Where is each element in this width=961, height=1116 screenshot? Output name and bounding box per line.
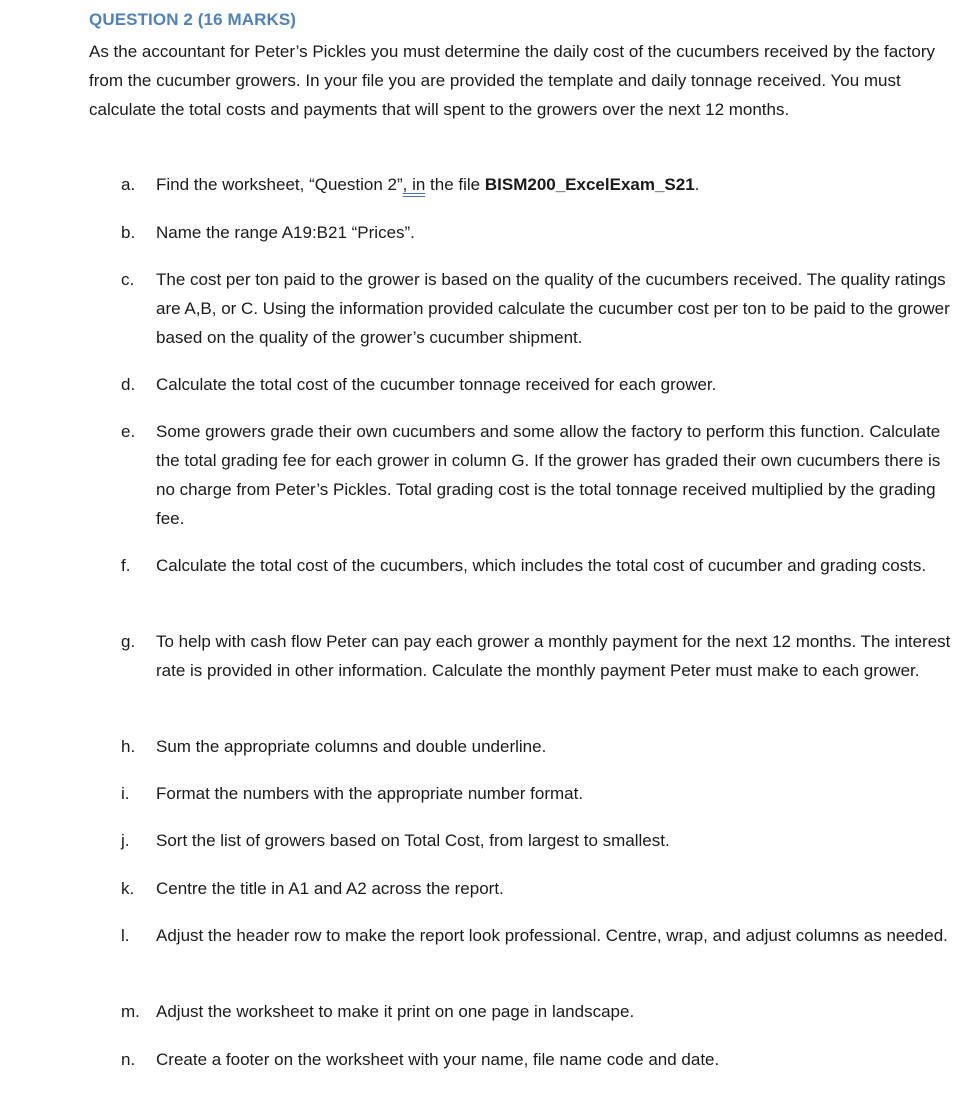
item-text: Adjust the header row to make the report look professional. Centre, wrap, and adjust columns as needed. (156, 926, 948, 945)
item-letter: l. (121, 926, 130, 945)
item-text: Sort the list of growers based on Total Cost, from largest to smallest. (156, 831, 670, 850)
item-letter: h. (121, 737, 136, 756)
item-letter: f. (121, 556, 131, 575)
item-letter: b. (121, 223, 136, 242)
item-text: Adjust the worksheet to make it print on one page in landscape. (156, 1002, 635, 1021)
item-text: Format the numbers with the appropriate number format. (156, 784, 584, 803)
item-text: Calculate the total cost of the cucumber tonnage received for each grower. (156, 375, 717, 394)
item-text: The cost per ton paid to the grower is based on the quality of the cucumbers received. The quality ratings are A,B, or C. Using the information provided calculate the cucumber cost per ton to be paid to the grower based on the quality of the grower’s cucumber shipment. (156, 270, 950, 347)
item-letter: k. (121, 879, 135, 898)
item-letter: d. (121, 375, 136, 394)
item-text: Name the range A19:B21 “Prices”. (156, 223, 415, 242)
item-a-text-middle: the file (425, 175, 485, 194)
item-text: Create a footer on the worksheet with your name, file name code and date. (156, 1050, 720, 1069)
item-text: Calculate the total cost of the cucumbers, which includes the total cost of cucumber and grading costs. (156, 556, 927, 575)
grammar-marked-text: , in (402, 175, 426, 194)
item-text: To help with cash flow Peter can pay each grower a monthly payment for the next 12 months. The interest rate is provided in other information. Calculate the monthly payment Peter must make to each grower. (156, 632, 951, 680)
item-letter: e. (121, 422, 136, 441)
intro-paragraph: As the accountant for Peter’s Pickles you must determine the daily cost of the cucumbers received by the factory from the cucumber growers. In your file you are provided the template and daily tonnage received. You must calculate the total costs and payments that will spent to the growers over the next 12 months. (89, 42, 936, 119)
item-text: Some growers grade their own cucumbers and some allow the factory to perform this function. Calculate the total grading fee for each grower in column G. If the grower has graded their own cucumbers there is no charge from Peter’s Pickles. Total grading cost is the total tonnage received multiplied by the grading fee. (156, 422, 941, 528)
item-letter: m. (121, 1002, 140, 1021)
question-heading: QUESTION 2 (16 MARKS) (89, 10, 297, 29)
item-letter: j. (121, 831, 130, 850)
item-letter: g. (121, 632, 136, 651)
item-text (156, 170, 956, 199)
item-a-text-end: . (694, 175, 700, 194)
item-letter: i. (121, 784, 130, 803)
item-a-text-start: Find the worksheet, “Question 2” (156, 175, 403, 194)
item-text: Sum the appropriate columns and double underline. (156, 737, 547, 756)
item-text: Centre the title in A1 and A2 across the report. (156, 879, 504, 898)
item-letter: a. (121, 175, 136, 194)
item-letter: c. (121, 270, 135, 289)
file-name: BISM200_ExcelExam_S21 (484, 175, 695, 194)
item-letter: n. (121, 1050, 136, 1069)
